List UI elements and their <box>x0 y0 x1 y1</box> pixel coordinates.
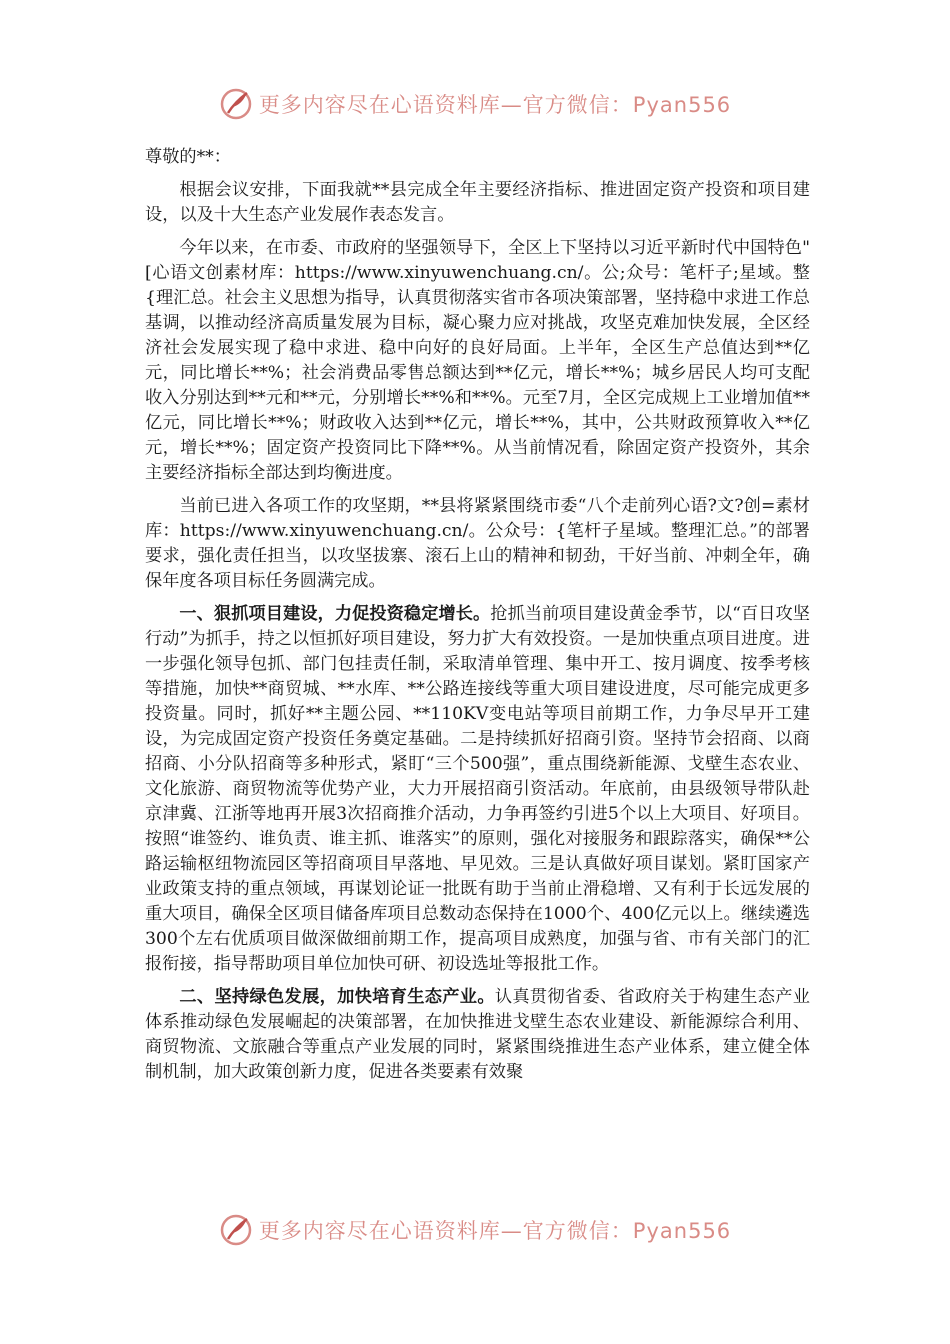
section-two-heading: 二、坚持绿色发展，加快培育生态产业。 <box>179 987 495 1007</box>
watermark-banner-top <box>0 84 950 124</box>
section-one-body: 抢抓当前项目建设黄金季节，以“百日攻坚行动”为抓手，持之以恒抓好项目建设，努力扩大有效投资。一是加快重点项目进度。进一步强化领导包抓、部门包挂责任制，采取清单管理、集中开工、按月调度、按季考核等措施，加快**商贸城、**水库、**公路连接线等重大项目建设进度，尽可能完成更多投资量。同时，抓好**主题公园、**110KV变电站等项目前期工作，力争尽早开工建设，为完成固定资产投资任务奠定基础。二是持续抓好招商引资。坚持节会招商、以商招商、小分队招商等多种形式，紧盯“三个500强”，重点围绕新能源、戈壁生态农业、文化旅游、商贸物流等优势产业，大力开展招商引资活动。年底前，由县级领导带队赴京津冀、江浙等地再开展3次招商推介活动，力争再签约引进5个以上大项目、好项目。按照“谁签约、谁负责、谁主抓、谁落实”的原则，强化对接服务和跟踪落实，确保**公路运输枢纽物流园区等招商项目早落地、早见效。三是认真做好项目谋划。紧盯国家产业政策支持的重点领域，再谋划论证一批既有助于当前止滑稳增、又有利于长远发展的重大项目，确保全区项目储备库项目总数动态保持在1000个、400亿元以上。继续遴选300个左右优质项目做深做细前期工作，提高项目成熟度，加强与省、市有关部门的汇报衔接，指导帮助项目单位加快可研、初设选址等报批工作。 <box>145 604 810 974</box>
document-body <box>145 145 810 1093</box>
watermark-text: 更多内容尽在心语资料库—官方微信：Pyan556 <box>258 93 732 117</box>
paragraph-commitment: 当前已进入各项工作的攻坚期，**县将紧紧围绕市委“八个走前列心语?文?创=素材库：https://www.xinyuwenchuang.cn/。公众号：{笔杆子星域。整理汇总。”的部署要求，强化责任担当，以攻坚拔寨、滚石上山的精神和韧劲，干好当前、冲刺全年，确保年度各项目标任务圆满完成。 <box>145 496 810 591</box>
feather-logo-icon <box>219 1213 253 1247</box>
paragraph-intro: 根据会议安排，下面我就**县完成全年主要经济指标、推进固定资产投资和项目建设，以及十大生态产业发展作表态发言。 <box>145 180 810 225</box>
watermark-banner-bottom <box>0 1210 950 1250</box>
paragraph-overview: 今年以来，在市委、市政府的坚强领导下，全区上下坚持以习近平新时代中国特色"[心语文创素材库：https://www.xinyuwenchuang.cn/。公;众号：笔杆子;星域。整{理汇总。社会主义思想为指导，认真贯彻落实省市各项决策部署，坚持稳中求进工作总基调，以推动经济高质量发展为目标，凝心聚力应对挑战，攻坚克难加快发展，全区经济社会发展实现了稳中求进、稳中向好的良好局面。上半年，全区生产总值达到**亿元，同比增长**%；社会消费品零售总额达到**亿元，增长**%；城乡居民人均可支配收入分别达到**元和**元，分别增长**%和**%。元至7月，全区完成规上工业增加值**亿元，同比增长**%；财政收入达到**亿元，增长**%，其中，公共财政预算收入**亿元，增长**%；固定资产投资同比下降**%。从当前情况看，除固定资产投资外，其余主要经济指标全部达到均衡进度。 <box>145 238 810 483</box>
section-one <box>145 602 810 977</box>
watermark-text: 更多内容尽在心语资料库—官方微信：Pyan556 <box>258 1219 732 1243</box>
section-one-heading: 一、狠抓项目建设，力促投资稳定增长。 <box>179 604 491 624</box>
salutation: 尊敬的**： <box>145 147 231 167</box>
section-two <box>145 985 810 1085</box>
feather-logo-icon <box>219 87 253 121</box>
section-two-body: 认真贯彻省委、省政府关于构建生态产业体系推动绿色发展崛起的决策部署，在加快推进戈壁生态农业建设、新能源综合利用、商贸物流、文旅融合等重点产业发展的同时，紧紧围绕推进生态产业体系，建立健全体制机制，加大政策创新力度，促进各类要素有效聚 <box>145 987 810 1082</box>
